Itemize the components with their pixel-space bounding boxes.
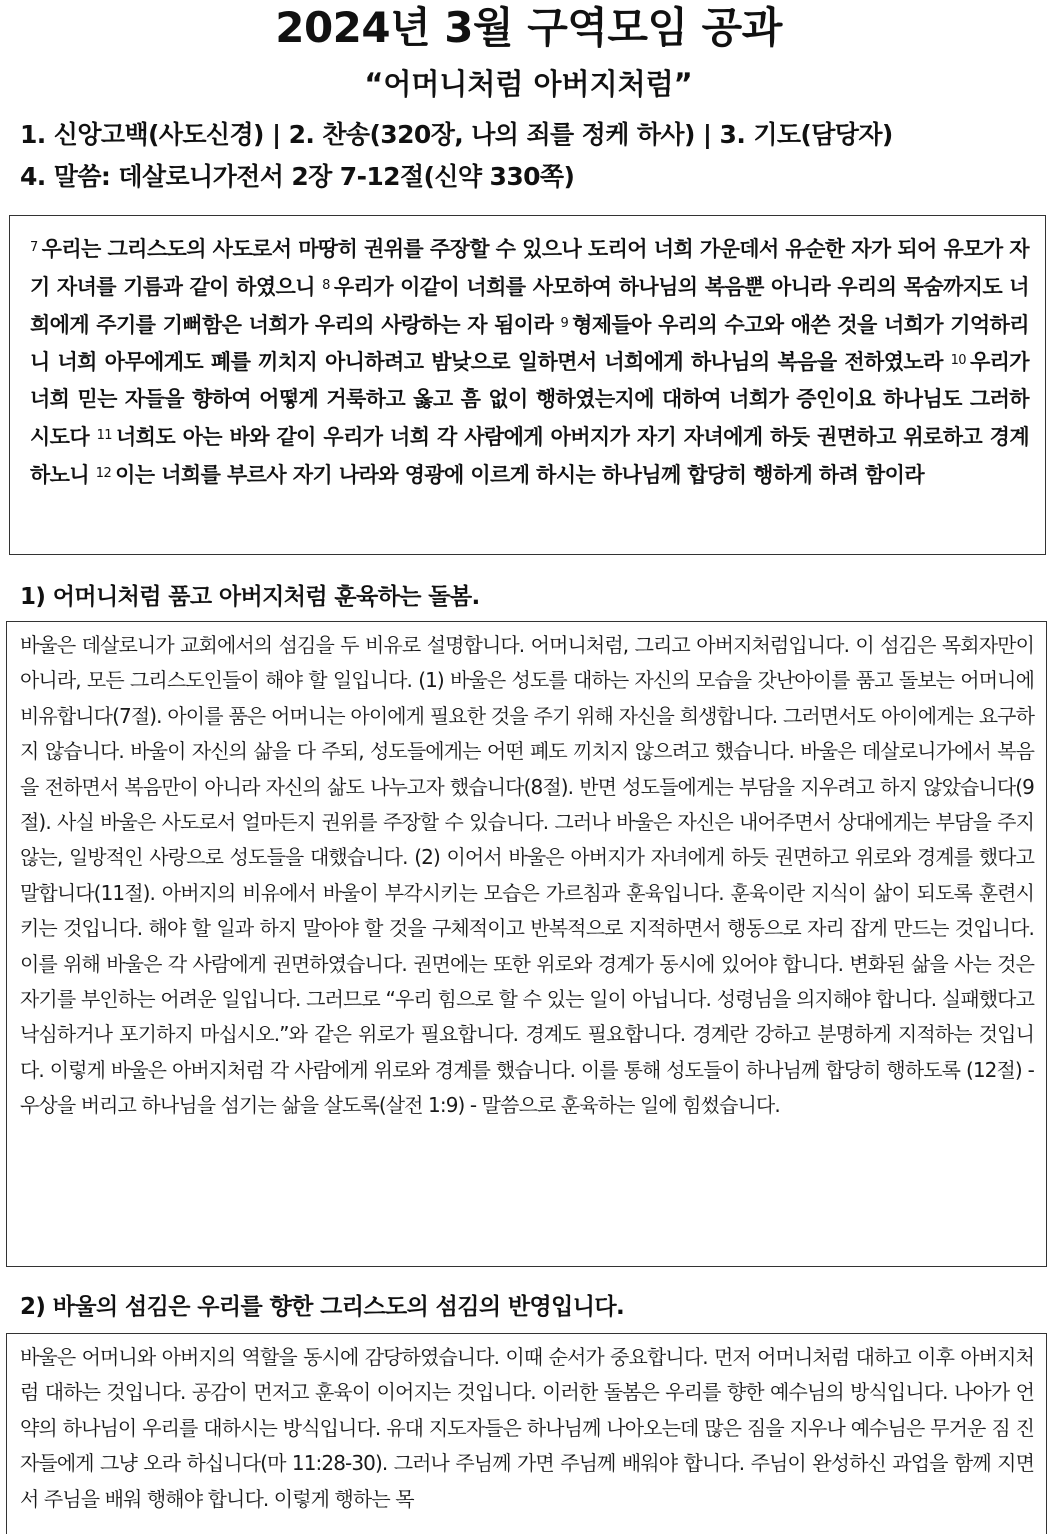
page-subtitle: “어머니처럼 아버지처럼” <box>364 67 693 101</box>
verse-number: 11 <box>96 427 112 443</box>
verse-number: 7 <box>30 240 38 255</box>
section-heading-2: 2) 바울의 섬김은 우리를 향한 그리스도의 섬김의 반영입니다. <box>20 1294 625 1320</box>
verse-number: 9 <box>560 315 569 331</box>
verse-text: 우리가 이같이 너희를 사모하여 하나님의 복음뿐 아니라 우리의 목숨까지도 너희에게 주기를 기뻐함은 너희가 우리의 사랑하는 자 됨이라 <box>30 274 1029 337</box>
service-order-line-2: 4. 말씀: 데살로니가전서 2장 7-12절(신약 330쪽) <box>20 162 575 191</box>
verse-number: 12 <box>95 465 112 481</box>
section-body-text-2: 바울은 어머니와 아버지의 역할을 동시에 감당하였습니다. 이때 순서가 중요합니다. 먼저 어머니처럼 대하고 이후 아버지처럼 대하는 것입니다. 공감이 먼저고 훈육이 이어지는 것입니다. 이러한 돌봄은 우리를 향한 예수님의 방식입니다. 나아가 언약의 하나님이 우리를 대하시는 방식입니다. 유대 지도자들은 하나님께 나아오는데 많은 짐을 지우나 예수님은 무거운 짐 진 자들에게 그냥 오라 하십니다(마 11:28-30). 그러나 주님께 가면 주님께 배워야 합니다. 주님이 완성하신 과업을 함께 지면서 주님을 배워 행해야 합니다. 이렇게 행하는 목 <box>20 1345 1034 1511</box>
scripture-text <box>30 230 1029 494</box>
page-title: 2024년 3월 구역모임 공과 <box>275 3 782 52</box>
verse-text: 너희도 아는 바와 같이 우리가 너희 각 사람에게 아버지가 자기 자녀에게 하듯 권면하고 위로하고 경계하노니 <box>30 424 1030 487</box>
verse-number: 8 <box>322 277 330 293</box>
verse-text: 이는 너희를 부르사 자기 나라와 영광에 이르게 하시는 하나님께 합당히 행하게 하려 함이라 <box>115 462 925 487</box>
verse-text: 형제들아 우리의 수고와 애쓴 것을 너희가 기억하리니 너희 아무에게도 폐를 끼치지 아니하려고 밤낮으로 일하면서 너희에게 하나님의 복음을 전하였노라 <box>30 312 1029 375</box>
verse-text: 우리가 너희 믿는 자들을 향하여 어떻게 거룩하고 옳고 흠 없이 행하였는지에 대하여 너희가 증인이요 하나님도 그러하시도다 <box>30 350 1029 449</box>
section-heading-1: 1) 어머니처럼 품고 아버지처럼 훈육하는 돌봄. <box>20 584 480 610</box>
scripture-box <box>9 215 1046 555</box>
service-order-line-1: 1. 신앙고백(사도신경) | 2. 찬송(320장, 나의 죄를 정케 하사) | 3. 기도(담당자) <box>20 120 893 149</box>
verse-number: 10 <box>950 353 966 369</box>
section-body-text-1: 바울은 데살로니가 교회에서의 섬김을 두 비유로 설명합니다. 어머니처럼, 그리고 아버지처럼입니다. 이 섬김은 목회자만이 아니라, 모든 그리스도인들이 해야 할 일입니다. (1) 바울은 성도를 대하는 자신의 모습을 갓난아이를 품고 돌보는 어머니에 비유합니다(7절). 아이를 품은 어머니는 아이에게 필요한 것을 주기 위해 자신을 희생합니다. 그러면서도 아이에게는 요구하지 않습니다. 바울이 자신의 삶을 다 주되, 성도들에게는 어떤 폐도 끼치지 않으려고 했습니다. 바울은 데살로니가에서 복음을 전하면서 복음만이 아니라 자신의 삶도 나누고자 했습니다(8절). 반면 성도들에게는 부담을 지우려고 하지 않았습니다(9절). 사실 바울은 사도로서 얼마든지 권위를 주장할 수 있습니다. 그러나 바울은 자신은 내어주면서 상대에게는 부담을 주지 않는, 일방적인 사랑으로 성도들을 대했습니다. (2) 이어서 바울은 아버지가 자녀에게 하듯 권면하고 위로와 경계를 했다고 말합니다(11절). 아버지의 비유에서 바울이 부각시키는 모습은 가르침과 훈육입니다. 훈육이란 지식이 삶이 되도록 훈련시키는 것입니다. 해야 할 일과 하지 말아야 할 것을 구체적이고 반복적으로 지적하면서 행동으로 자리 잡게 만드는 것입니다. 이를 위해 바울은 각 사람에게 권면하였습니다. 권면에는 또한 위로와 경계가 동시에 있어야 합니다. 변화된 삶을 사는 것은 자기를 부인하는 어려운 일입니다. 그러므로 “우리 힘으로 할 수 있는 일이 아닙니다. 성령님을 의지해야 합니다. 실패했다고 낙심하거나 포기하지 마십시오.”와 같은 위로가 필요합니다. 경계도 필요합니다. 경계란 강하고 분명하게 지적하는 것입니다. 이렇게 바울은 아버지처럼 각 사람에게 위로와 경계를 했습니다. 이를 통해 성도들이 하나님께 합당히 행하도록 (12절) - 우상을 버리고 하나님을 섬기는 삶을 살도록(살전 1:9) - 말씀으로 훈육하는 일에 힘썼습니다. <box>20 633 1034 1118</box>
verse-text: 우리는 그리스도의 사도로서 마땅히 권위를 주장할 수 있으나 도리어 너희 가운데서 유순한 자가 되어 유모가 자기 자녀를 기름과 같이 하였으니 <box>30 237 1029 299</box>
section-body-box-2 <box>6 1333 1047 1534</box>
section-body-box-1 <box>6 621 1047 1267</box>
